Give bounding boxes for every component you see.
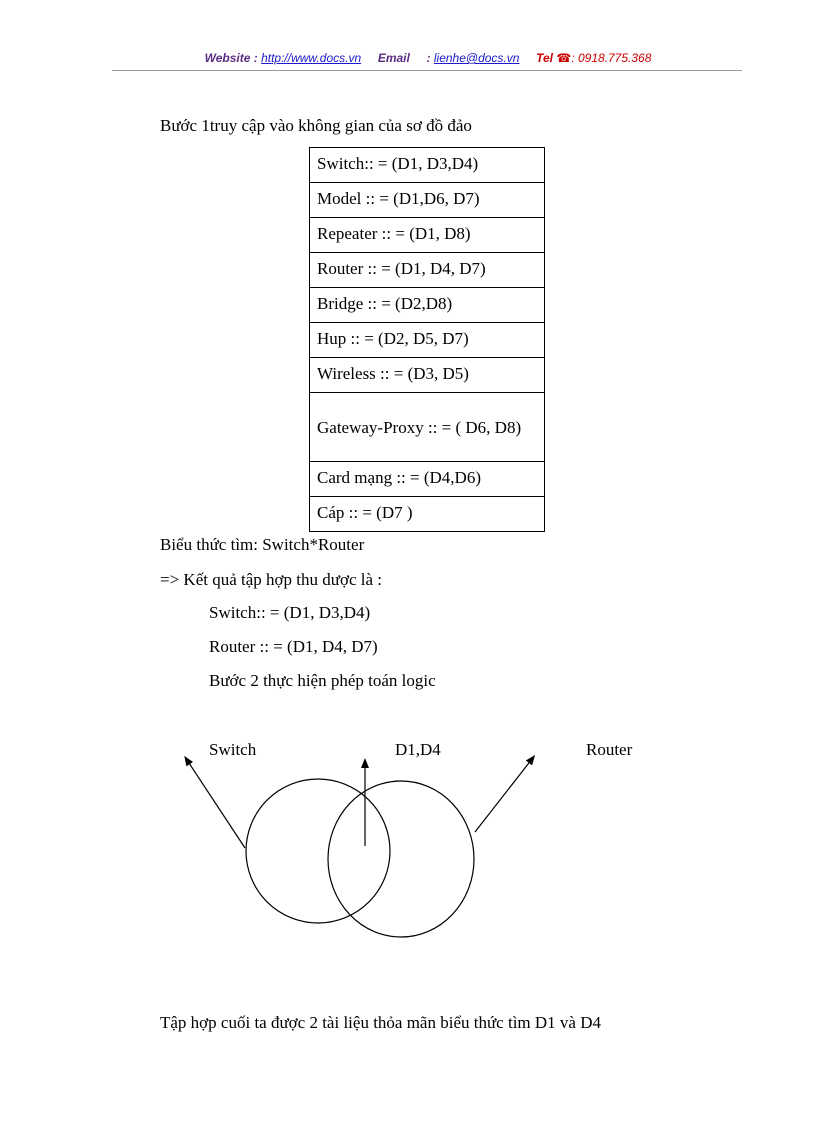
table-row [310,393,545,462]
table-row [310,462,545,497]
venn-label-router: Router [586,740,633,759]
result-router: Router :: = (D1, D4, D7) [209,637,378,656]
table-cell: Cáp :: = (D7 ) [310,497,545,532]
table-cell: Router :: = (D1, D4, D7) [310,253,545,288]
switch-arrow [187,760,245,848]
switch-circle [246,779,390,923]
table-cell: Model :: = (D1,D6, D7) [310,183,545,218]
table-row [310,288,545,323]
result-switch: Switch:: = (D1, D3,D4) [209,603,371,622]
table-row [310,497,545,532]
website-label: Website : [204,51,258,65]
website-link[interactable]: http://www.docs.vn [261,51,362,65]
conclusion-text: Tập hợp cuối ta được 2 tài liệu thỏa mãn biểu thức tìm D1 và D4 [160,1013,601,1032]
table-row [310,183,545,218]
venn-label-switch: Switch [209,740,257,759]
venn-diagram [0,730,816,970]
email-link[interactable]: lienhe@docs.vn [433,51,520,65]
result-intro: => Kết quả tập hợp thu dược là : [160,570,382,589]
venn-label-intersection: D1,D4 [395,740,441,759]
tel-label: Tel ☎ [536,51,572,65]
table-cell: Card mạng :: = (D4,D6) [310,462,545,497]
email-label: Email [377,51,410,65]
table-row [310,218,545,253]
tel-number: : 0918.775.368 [571,51,652,65]
table-cell: Wireless :: = (D3, D5) [310,358,545,393]
table-row [310,148,545,183]
definitions-table [309,147,545,532]
table-cell: Hup :: = (D2, D5, D7) [310,323,545,358]
header-divider [112,70,742,71]
table-row [310,358,545,393]
router-arrow [475,759,532,832]
table-row [310,253,545,288]
step1-text: Bước 1truy cập vào không gian của sơ đồ đảo [160,116,472,135]
table-cell: Repeater :: = (D1, D8) [310,218,545,253]
email-separator: : [426,51,431,65]
table-cell: Bridge :: = (D2,D8) [310,288,545,323]
step2-text: Bước 2 thực hiện phép toán logic [209,671,436,690]
page-header [0,51,816,65]
search-expression: Biểu thức tìm: Switch*Router [160,535,365,554]
table-cell: Gateway-Proxy :: = ( D6, D8) [310,393,545,462]
table-cell: Switch:: = (D1, D3,D4) [310,148,545,183]
router-circle [328,781,474,937]
table-row [310,323,545,358]
